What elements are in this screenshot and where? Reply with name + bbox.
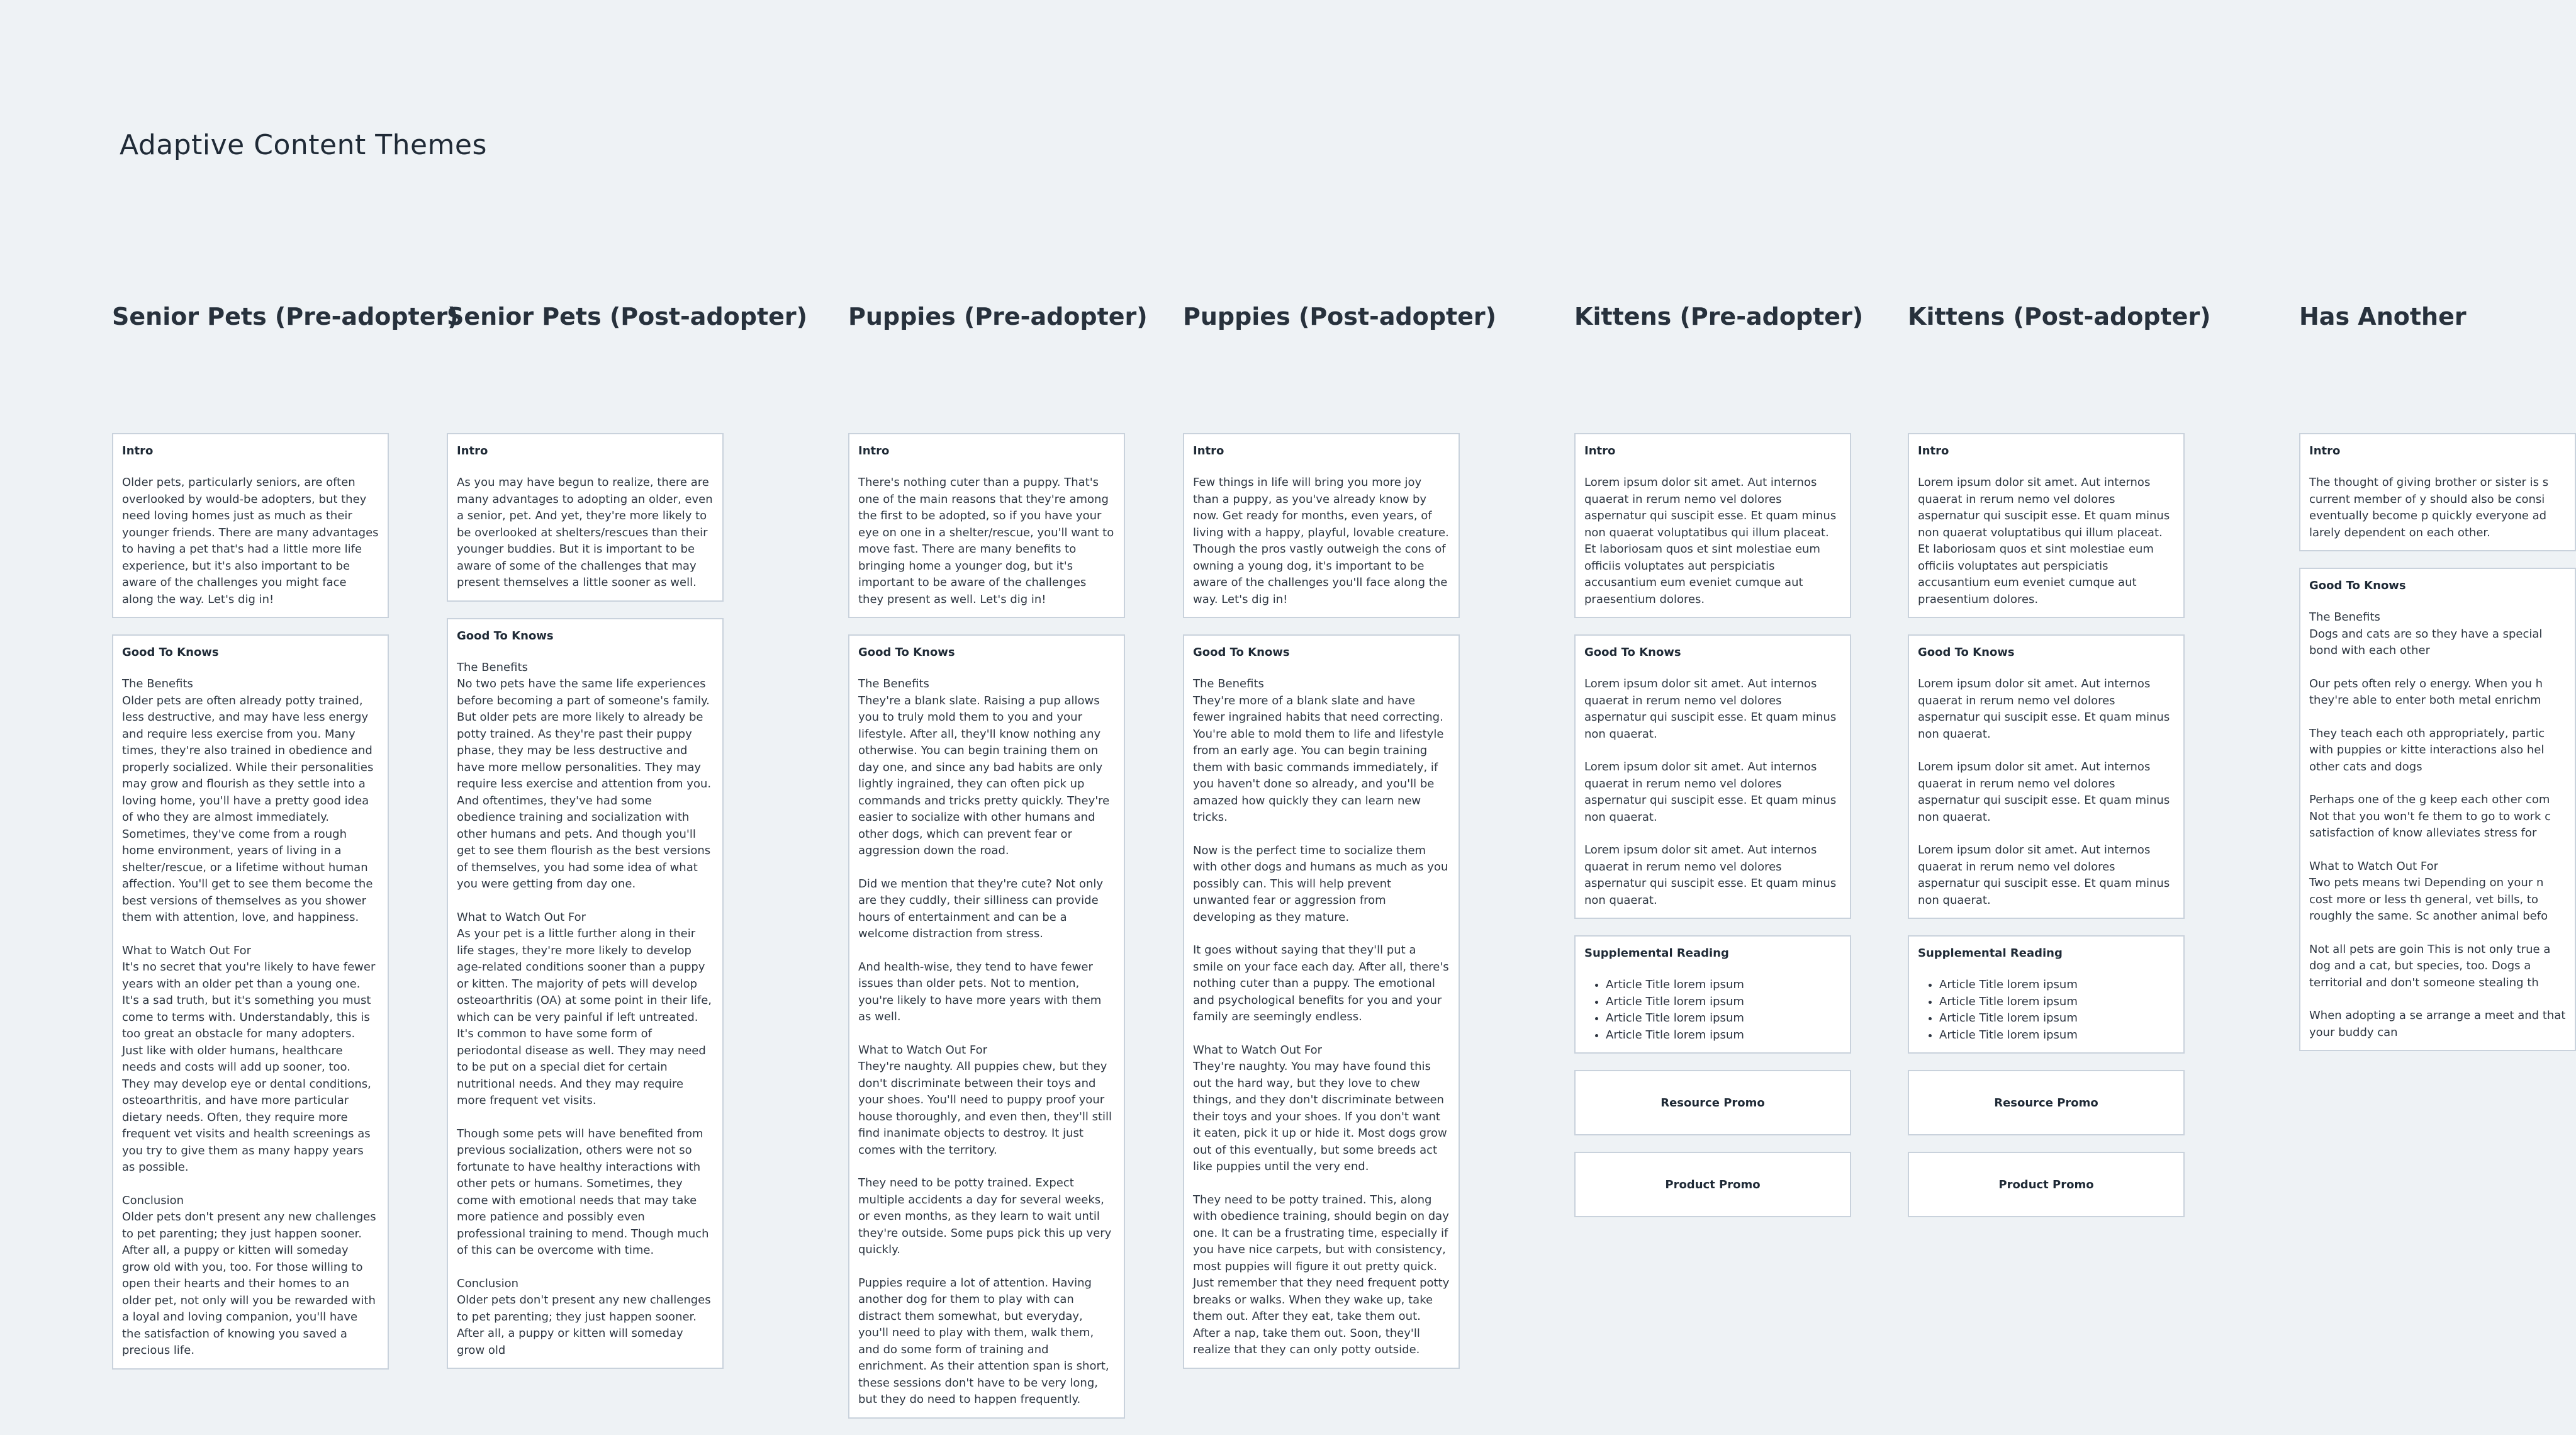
card-title: Intro xyxy=(858,444,890,458)
paragraph-text: Older pets don't present any new challenges to pet parenting; they just happen sooner. After all, a puppy or kitten will someday grow old with you, too. For those willing to open their hearts and their homes to an older pet, not only will you be rewarded with a loyal and loving companion, you'll have the satisfaction of knowing you saved a precious life. xyxy=(122,1210,376,1357)
intro-text: Older pets, particularly seniors, are often overlooked by would-be adopters, but they need loving homes just as much as their younger friends. There are many advantages to having a pet that's had a little more life experience, but it's also important to be aware of the challenges you might face along the way. Let's dig in! xyxy=(122,476,379,606)
card-title: Supplemental Reading xyxy=(1918,947,2063,960)
paragraph-text: Older pets are often already potty trained, less destructive, and may have less energy and require less exercise from you. Many times, they're also trained in obedience and properly socialized. While their personalities may grow and flourish as they settle into a loving home, you'll have a pretty good idea of who they are almost immediately. Sometimes, they've come from a rough home environment, years of living in a shelter/rescue, or a lifetime without human affection. You'll get to see them become the best versions of themselves as you shower them with attention, love, and happiness. xyxy=(122,694,374,924)
paragraph-heading: What to Watch Out For xyxy=(122,943,252,957)
paragraph-heading: What to Watch Out For xyxy=(1193,1043,1323,1057)
promo-label: Product Promo xyxy=(1665,1178,1761,1191)
paragraph xyxy=(1193,843,1450,926)
card-title: Good To Knows xyxy=(1584,646,1681,659)
promo-label: Resource Promo xyxy=(1660,1096,1765,1110)
article-list xyxy=(1584,977,1841,1044)
paragraph-text: Dogs and cats are so they have a special bond with each other xyxy=(2309,627,2543,657)
card-title: Intro xyxy=(457,444,488,458)
good-to-knows-card[interactable] xyxy=(2299,568,2576,1051)
paragraph-text: Lorem ipsum dolor sit amet. Aut internos quaerat in rerum nemo vel dolores aspernatur qui suscipit esse. Et quam minus non quaerat. xyxy=(1918,677,2170,741)
intro-text: Lorem ipsum dolor sit amet. Aut internos quaerat in rerum nemo vel dolores aspernatur qui suscipit esse. Et quam minus non quaerat voluptatibus qui illum placeat. Et laboriosam quos et sint molestiae eum officiis voluptates aut perspiciatis accusantium eum eveniet cumque aut praesentium dolores. xyxy=(1584,476,1837,606)
intro-card[interactable] xyxy=(1574,433,1851,618)
intro-text: As you may have begun to realize, there are many advantages to adopting an older, even a senior, pet. And yet, they're more likely to be overlooked at shelters/rescues than their younger buddies. But it is important to be aware of some of the challenges that may present themselves a little sooner as well. xyxy=(457,476,713,589)
column-title: Puppies (Post-adopter) xyxy=(1183,303,1497,330)
card-title: Intro xyxy=(1918,444,1949,458)
paragraph-text: They need to be potty trained. This, along with obedience training, should begin on day one. It can be a frustrating time, especially if you have nice carpets, but with consistency, most puppies will figure it out pretty quick. Just remember that they need frequent potty breaks or walks. When they wake up, take them out. After they eat, take them out. After a nap, take them out. Soon, they'll realize that they can only potty outside. xyxy=(1193,1193,1450,1356)
promo-label: Product Promo xyxy=(1998,1178,2094,1191)
paragraph-text: They need to be potty trained. Expect multiple accidents a day for several weeks, or even months, as they learn to wait until they're outside. Some pups pick this up very quickly. xyxy=(858,1176,1112,1256)
paragraph-text: Though some pets will have benefited from previous socialization, others were not so fortunate to have healthy interactions with other pets or humans. Sometimes, they come with emotional needs that may take more patience and possibly even professional training to mend. Though much of this can be overcome with time. xyxy=(457,1127,709,1257)
resource-promo-card[interactable] xyxy=(1574,1070,1851,1135)
supplemental-reading-card[interactable] xyxy=(1574,935,1851,1054)
card-title: Intro xyxy=(122,444,154,458)
column-title: Puppies (Pre-adopter) xyxy=(848,303,1148,330)
paragraph-text: They're naughty. All puppies chew, but they don't discriminate between their toys and your shoes. You'll need to puppy proof your house thoroughly, and even then, they'll still find inanimate objects to destroy. It just comes with the territory. xyxy=(858,1060,1112,1157)
paragraph xyxy=(858,1275,1115,1409)
column-title: Kittens (Post-adopter) xyxy=(1908,303,2211,330)
article-link[interactable]: • Article Title lorem ipsum xyxy=(1939,1027,2175,1044)
paragraph xyxy=(858,1042,1115,1159)
paragraph xyxy=(2309,942,2566,992)
paragraph-heading: Conclusion xyxy=(122,1193,184,1207)
paragraph xyxy=(858,959,1115,1026)
card-title: Intro xyxy=(1193,444,1224,458)
card-title: Intro xyxy=(1584,444,1616,458)
paragraph xyxy=(2309,609,2566,660)
paragraph-heading: The Benefits xyxy=(457,660,528,674)
article-list xyxy=(1918,977,2175,1044)
paragraph-text: Our pets often rely o energy. When you h they're able to enter both metal enrichm xyxy=(2309,677,2543,707)
paragraph xyxy=(858,1175,1115,1259)
paragraph xyxy=(1193,1042,1450,1176)
paragraph xyxy=(457,1126,714,1259)
good-to-knows-card[interactable] xyxy=(447,618,724,1370)
card-stack xyxy=(1908,433,2185,1234)
paragraph xyxy=(858,676,1115,860)
paragraph-text: They're more of a blank slate and have fewer ingrained habits that need correcting. You're able to mold them to life and lifestyle from an early age. You can begin training them with basic commands immediately, if you haven't done so already, and you'll be amazed how quickly they can learn new tricks. xyxy=(1193,694,1444,824)
paragraph-text: They teach each oth appropriately, partic with puppies or kitte interactions also hel other cats and dogs xyxy=(2309,726,2545,774)
article-link[interactable]: • Article Title lorem ipsum xyxy=(1606,977,1841,994)
paragraph-text: Lorem ipsum dolor sit amet. Aut internos quaerat in rerum nemo vel dolores aspernatur qui suscipit esse. Et quam minus non quaerat. xyxy=(1584,677,1837,741)
paragraph-text: No two pets have the same life experiences before becoming a part of someone's family. But older pets are more likely to already be potty trained. As they're past their puppy phase, they may be less destructive and have more mellow personalities. They may require less exercise and attention from you. And oftentimes, they've had some obedience training and socialization with other humans and pets. And though you'll get to see them flourish as the best versions of themselves, you had some idea of what you were getting from day one. xyxy=(457,677,712,891)
card-stack xyxy=(848,433,1125,1435)
paragraph xyxy=(122,676,379,926)
card-stack xyxy=(1574,433,1851,1234)
paragraph xyxy=(858,876,1115,943)
card-title: Good To Knows xyxy=(457,629,554,643)
good-to-knows-card[interactable] xyxy=(1574,634,1851,919)
supplemental-reading-card[interactable] xyxy=(1908,935,2185,1054)
paragraph xyxy=(2309,792,2566,842)
paragraph xyxy=(1193,942,1450,1026)
paragraph-heading: What to Watch Out For xyxy=(858,1043,988,1057)
good-to-knows-card[interactable] xyxy=(848,634,1125,1419)
paragraph-text: They're naughty. You may have found this out the hard way, but they love to chew things, and they don't discriminate between their toys and your shoes. If you don't want it eaten, pick it up or hide it. Most dogs grow out of this eventually, but some breeds act like puppies until the very end. xyxy=(1193,1060,1447,1173)
paragraph xyxy=(2309,858,2566,925)
paragraph-text: Lorem ipsum dolor sit amet. Aut internos quaerat in rerum nemo vel dolores aspernatur qui suscipit esse. Et quam minus non quaerat. xyxy=(1584,843,1837,907)
theme-column-has-another xyxy=(2299,301,2576,1039)
paragraph-text: Two pets means twi Depending on your n cost more or less th general, vet bills, to roughly the same. Sc another animal befo xyxy=(2309,876,2548,923)
paragraph-heading: The Benefits xyxy=(1193,677,1264,690)
paragraph xyxy=(2309,1008,2566,1041)
theme-column-puppies-pre xyxy=(848,301,1148,1406)
paragraph-heading: What to Watch Out For xyxy=(457,910,586,924)
paragraph-text: Did we mention that they're cute? Not only are they cuddly, their silliness can provide hours of entertainment and can be a welcome distraction from stress. xyxy=(858,877,1104,940)
column-title: Has Another xyxy=(2299,303,2467,330)
card-title: Good To Knows xyxy=(858,646,955,659)
column-title: Senior Pets (Post-adopter) xyxy=(447,303,808,330)
paragraph xyxy=(2309,676,2566,709)
article-link[interactable]: • Article Title lorem ipsum xyxy=(1606,994,1841,1011)
paragraph-text: Puppies require a lot of attention. Having another dog for them to play with can distract them somewhat, but everyday, you'll need to play with them, walk them, and do some form of training and enrichment. As their attention span is short, these sessions don't have to be very long, but they do need to happen frequently. xyxy=(858,1276,1109,1406)
paragraph-text: Lorem ipsum dolor sit amet. Aut internos quaerat in rerum nemo vel dolores aspernatur qui suscipit esse. Et quam minus non quaerat. xyxy=(1918,760,2170,824)
good-to-knows-card[interactable] xyxy=(1183,634,1460,1369)
paragraph xyxy=(122,1193,379,1359)
paragraph-text: Older pets don't present any new challenges to pet parenting; they just happen sooner. After all, a puppy or kitten will someday grow old xyxy=(457,1293,711,1357)
intro-card[interactable] xyxy=(447,433,724,602)
card-title: Good To Knows xyxy=(1918,646,2015,659)
intro-text: Lorem ipsum dolor sit amet. Aut internos quaerat in rerum nemo vel dolores aspernatur qui suscipit esse. Et quam minus non quaerat voluptatibus qui illum placeat. Et laboriosam quos et sint molestiae eum officiis voluptates aut perspiciatis accusantium eum eveniet cumque aut praesentium dolores. xyxy=(1918,476,2170,606)
paragraph-text: Perhaps one of the g keep each other com Not that you won't fe them to go to work c satisfaction of know alleviates stress for xyxy=(2309,793,2551,840)
paragraph-text: Now is the perfect time to socialize them with other dogs and humans as much as you possibly can. This will help prevent unwanted fear or aggression from developing as they mature. xyxy=(1193,843,1448,924)
theme-column-puppies-post xyxy=(1183,301,1497,1356)
paragraph-text: It's no secret that you're likely to have fewer years with an older pet than a young one. It's a sad truth, but it's something you must come to terms with. Understandably, this is too great an obstacle for many adopters. Just like with older humans, healthcare needs and costs will add up sooner, too. They may develop eye or dental conditions, osteoarthritis, and have more particular dietary needs. Often, they require more frequent vet visits and health screenings as you try to give them as many happy years as possible. xyxy=(122,960,376,1174)
paragraph-text: It goes without saying that they'll put a smile on your face each day. After all, there's nothing cuter than a puppy. The emotional and psychological benefits for you and your family are seemingly endless. xyxy=(1193,943,1449,1023)
article-link[interactable]: • Article Title lorem ipsum xyxy=(1606,1027,1841,1044)
intro-text: There's nothing cuter than a puppy. That's one of the main reasons that they're among the first to be adopted, so if you have your eye on one in a shelter/rescue, you'll want to move fast. There are many benefits to bringing home a younger dog, but it's important to be aware of the challenges they present as well. Let's dig in! xyxy=(858,476,1114,606)
paragraph-text: Lorem ipsum dolor sit amet. Aut internos quaerat in rerum nemo vel dolores aspernatur qui suscipit esse. Et quam minus non quaerat. xyxy=(1584,760,1837,824)
paragraph-heading: The Benefits xyxy=(858,677,929,690)
card-stack xyxy=(447,433,724,1385)
intro-card[interactable] xyxy=(1908,433,2185,618)
page-title: Adaptive Content Themes xyxy=(120,129,487,162)
paragraph-text: They're a blank slate. Raising a pup allows you to truly mold them to you and your lifestyle. After all, they'll know nothing any otherwise. You can begin training them on day one, and since any bad habits are only lightly ingrained, they can often pick up commands and tricks pretty quickly. They're easier to socialize with other humans and other dogs, which can prevent fear or aggression down the road. xyxy=(858,694,1110,857)
card-title: Good To Knows xyxy=(2309,579,2406,592)
intro-text: The thought of giving brother or sister is s current member of y should also be consi eventually become p quickly everyone ad larely dependent on each other. xyxy=(2309,476,2549,539)
intro-card[interactable] xyxy=(1183,433,1460,618)
article-link[interactable]: • Article Title lorem ipsum xyxy=(1939,994,2175,1011)
card-title: Supplemental Reading xyxy=(1584,947,1729,960)
intro-card[interactable] xyxy=(112,433,389,618)
card-stack xyxy=(1183,433,1460,1385)
paragraph xyxy=(1193,1192,1450,1359)
card-stack xyxy=(2299,433,2576,1067)
paragraph xyxy=(122,943,379,1176)
theme-column-kittens-post xyxy=(1908,301,2211,1191)
theme-column-senior-post xyxy=(447,301,808,1357)
card-title: Intro xyxy=(2309,444,2341,458)
column-title: Kittens (Pre-adopter) xyxy=(1574,303,1864,330)
paragraph-heading: What to Watch Out For xyxy=(2309,859,2439,873)
paragraph-text: As your pet is a little further along in their life stages, they're more likely to develop age-related conditions sooner than a puppy or kitten. The majority of pets will develop osteoarthritis (OA) at some point in their life, which can be very painful if left untreated. It's common to have some form of periodontal disease as well. They may need to be put on a special diet for certain nutritional needs. And they may require more frequent vet visits. xyxy=(457,927,712,1107)
good-to-knows-card[interactable] xyxy=(112,634,389,1370)
promo-label: Resource Promo xyxy=(1994,1096,2098,1110)
article-link[interactable]: • Article Title lorem ipsum xyxy=(1939,1010,2175,1027)
paragraph-text: And health-wise, they tend to have fewer issues than older pets. Not to mention, you're likely to have more years with them as well. xyxy=(858,960,1102,1023)
product-promo-card[interactable] xyxy=(1574,1152,1851,1217)
paragraph-heading: The Benefits xyxy=(122,677,193,690)
paragraph-text: When adopting a se arrange a meet and that your buddy can xyxy=(2309,1009,2566,1039)
theme-column-senior-pre xyxy=(112,301,459,1357)
article-link[interactable]: • Article Title lorem ipsum xyxy=(1606,1010,1841,1027)
paragraph xyxy=(457,660,714,893)
intro-card[interactable] xyxy=(848,433,1125,618)
paragraph-text: Not all pets are goin This is not only true a dog and a cat, but species, too. Dogs a territorial and don't someone stealing th xyxy=(2309,942,2551,989)
paragraph xyxy=(2309,726,2566,776)
paragraph-heading: The Benefits xyxy=(2309,611,2380,624)
product-promo-card[interactable] xyxy=(1908,1152,2185,1217)
card-stack xyxy=(112,433,389,1386)
theme-column-kittens-pre xyxy=(1574,301,1864,1191)
card-title: Good To Knows xyxy=(1193,646,1290,659)
paragraph-heading: Conclusion xyxy=(457,1276,519,1290)
paragraph xyxy=(457,909,714,1110)
article-link[interactable]: • Article Title lorem ipsum xyxy=(1939,977,2175,994)
good-to-knows-card[interactable] xyxy=(1908,634,2185,919)
paragraph xyxy=(457,1276,714,1359)
card-title: Good To Knows xyxy=(122,646,219,659)
intro-text: Few things in life will bring you more joy than a puppy, as you've already know by now. Get ready for months, even years, of living with a happy, playful, lovable creature. Though the pros vastly outweigh the cons of owning a young dog, it's important to be aware of the challenges you'll face along the way. Let's dig in! xyxy=(1193,476,1449,606)
column-title: Senior Pets (Pre-adopter) xyxy=(112,303,459,330)
intro-card[interactable] xyxy=(2299,433,2576,551)
paragraph xyxy=(1193,676,1450,826)
paragraph-text: Lorem ipsum dolor sit amet. Aut internos quaerat in rerum nemo vel dolores aspernatur qui suscipit esse. Et quam minus non quaerat. xyxy=(1918,843,2170,907)
resource-promo-card[interactable] xyxy=(1908,1070,2185,1135)
